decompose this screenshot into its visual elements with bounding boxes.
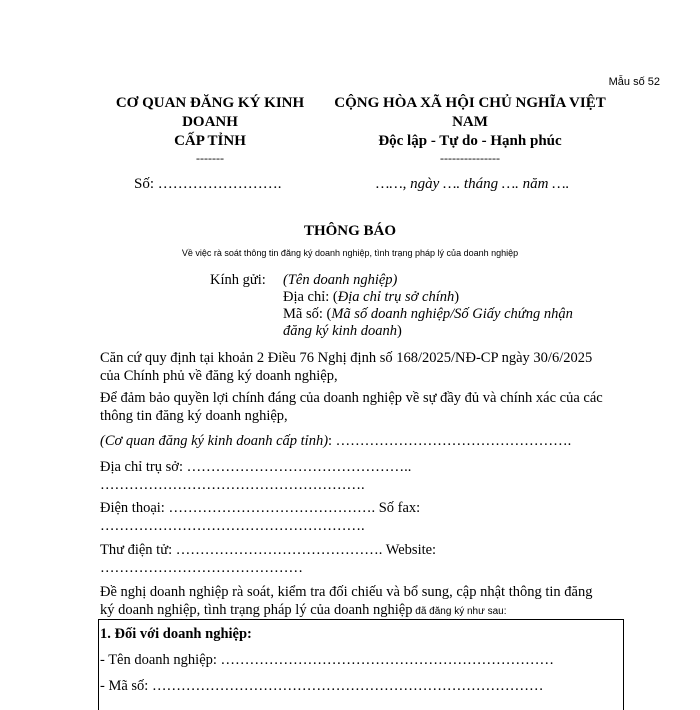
recipient-code: Mã số: (Mã số doanh nghiệp/Số Giấy chứng nhận [283, 306, 573, 322]
enterprise-name-row: - Tên doanh nghiệp: …………………………………………………………… [100, 652, 555, 668]
document-title: THÔNG BÁO [303, 223, 397, 239]
recipient-name: (Tên doanh nghiệp) [283, 272, 398, 288]
document-date: ……, ngày …. tháng …. năm …. [376, 176, 570, 192]
recipient-block [283, 272, 583, 340]
recipient-address: Địa chỉ: (Địa chỉ trụ sở chính) [283, 289, 460, 305]
agency-phone: Điện thoại: ……………………………………. Số fax: ………………………………………………. [100, 500, 421, 534]
agency-separator: ------- [196, 151, 224, 165]
motto: Độc lập - Tự do - Hạnh phúc [378, 133, 562, 149]
purpose: Để đảm bảo quyền lợi chính đáng của doanh nghiệp về sự đầy đủ và chính xác của các thông tin đăng ký doanh nghiệp, [100, 390, 603, 424]
issuing-agency-header [104, 94, 316, 165]
agency-line-1: CƠ QUAN ĐĂNG KÝ KINH [115, 95, 305, 111]
republic-line-2: NAM [452, 114, 488, 130]
national-header [320, 94, 620, 165]
form-number: Mẫu số 52 [608, 76, 660, 88]
agency-line-2: DOANH [182, 114, 238, 130]
agency-line-3: CẤP TỈNH [174, 133, 246, 149]
enterprise-code-row: - Mã số: ……………………………………………………………………… [100, 678, 544, 694]
agency-address: Địa chỉ trụ sở: ……………………………………….. ………………………………………………. [100, 459, 412, 493]
document-number: Số: ……………………. [134, 176, 282, 192]
recipient-code-cont: đăng ký kinh doanh) [283, 323, 402, 339]
motto-separator: --------------- [440, 151, 500, 165]
legal-basis: Căn cứ quy định tại khoản 2 Điều 76 Nghị định số 168/2025/NĐ-CP ngày 30/6/2025 của Chính phủ về đăng ký doanh nghiệp, [100, 350, 593, 384]
republic-line-1: CỘNG HÒA XÃ HỘI CHỦ NGHĨA VIỆT [334, 95, 606, 111]
agency-line: (Cơ quan đăng ký kinh doanh cấp tỉnh): …………………………………………. [100, 433, 572, 449]
document-subtitle: Về việc rà soát thông tin đăng ký doanh nghiệp, tình trạng pháp lý của doanh nghiệp [181, 248, 519, 258]
recipient-label: Kính gửi: [210, 272, 266, 288]
request: Đề nghị doanh nghiệp rà soát, kiểm tra đối chiếu và bổ sung, cập nhật thông tin đăng ký doanh nghiệp, tình trạng pháp lý của doanh nghiệp đã đăng ký như sau: [100, 584, 593, 618]
section-1-heading: 1. Đối với doanh nghiệp: [100, 626, 252, 642]
agency-email: Thư điện tử: ……………………………………. Website: …………………………………… [100, 542, 437, 576]
